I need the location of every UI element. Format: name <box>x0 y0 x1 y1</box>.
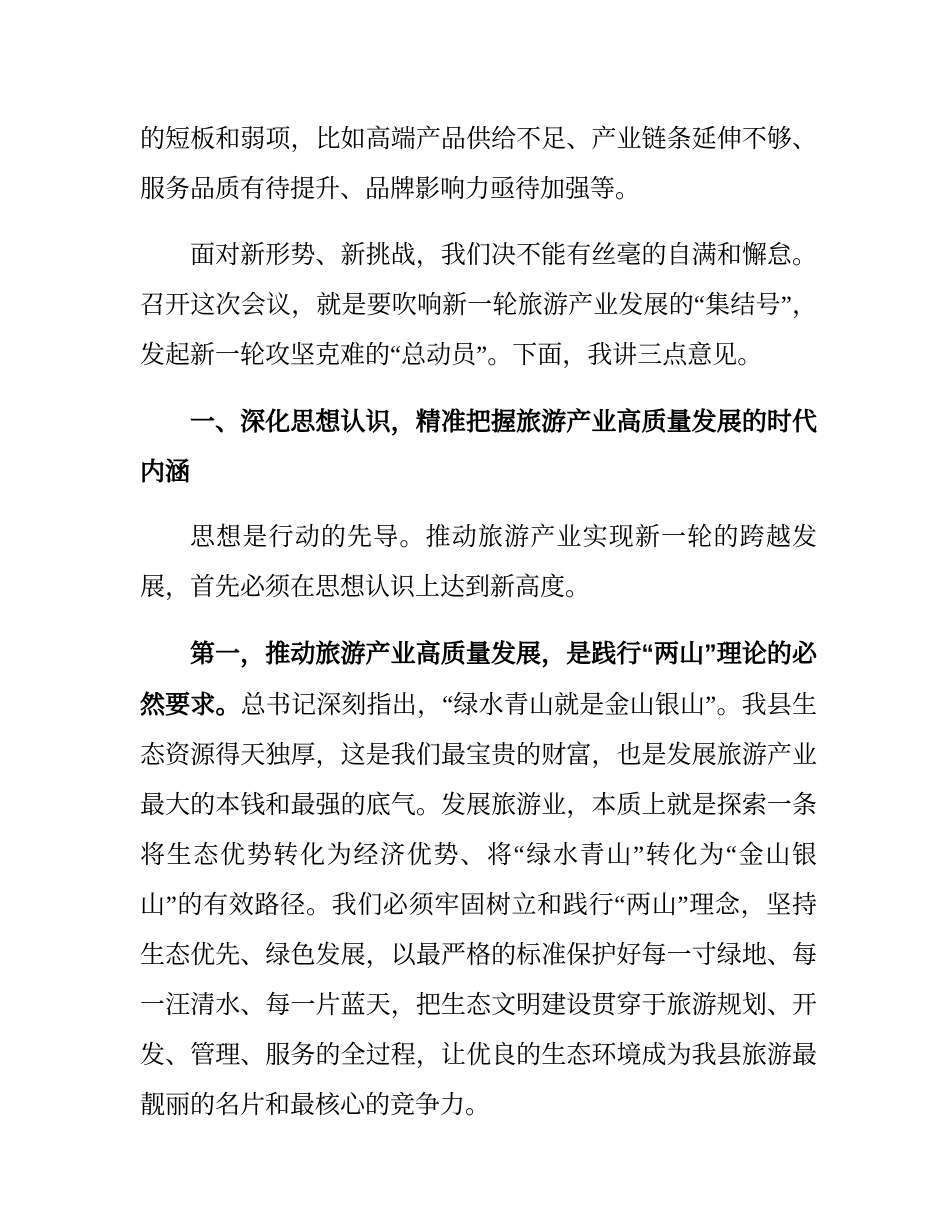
document-body <box>140 115 817 1131</box>
paragraph-first-point-lead: 第一，推动旅游产业高质量发展，是践行“两山”理论的必然要求。 <box>140 640 817 719</box>
paragraph-continuation: 的短板和弱项，比如高端产品供给不足、产业链条延伸不够、服务品质有待提升、品牌影响力亟待加强等。 <box>140 126 817 203</box>
paragraph-first-point <box>140 629 817 1131</box>
paragraph-first-point-body: 总书记深刻指出，“绿水青山就是金山银山”。我县生态资源得天独厚，这是我们最宝贵的财富，也是发展旅游产业最大的本钱和最强的底气。发展旅游业，本质上就是探索一条将生态优势转化为经济优势、将“绿水青山”转化为“金山银山”的有效路径。我们必须牢固树立和践行“两山”理念，坚持生态优先、绿色发展，以最严格的标准保护好每一寸绿地、每一汪清水、每一片蓝天，把生态文明建设贯穿于旅游规划、开发、管理、服务的全过程，让优良的生态环境成为我县旅游最靓丽的名片和最核心的竞争力。 <box>140 692 817 1119</box>
paragraph-new-situation: 面对新形势、新挑战，我们决不能有丝毫的自满和懈怠。召开这次会议，就是要吹响新一轮旅游产业发展的“集结号”，发起新一轮攻坚克难的“总动员”。下面，我讲三点意见。 <box>140 242 817 369</box>
section-one-heading: 一、深化思想认识，精准把握旅游产业高质量发展的时代内涵 <box>140 408 817 486</box>
paragraph-thought-leads: 思想是行动的先导。推动旅游产业实现新一轮的跨越发展，首先必须在思想认识上达到新高度。 <box>140 524 817 601</box>
